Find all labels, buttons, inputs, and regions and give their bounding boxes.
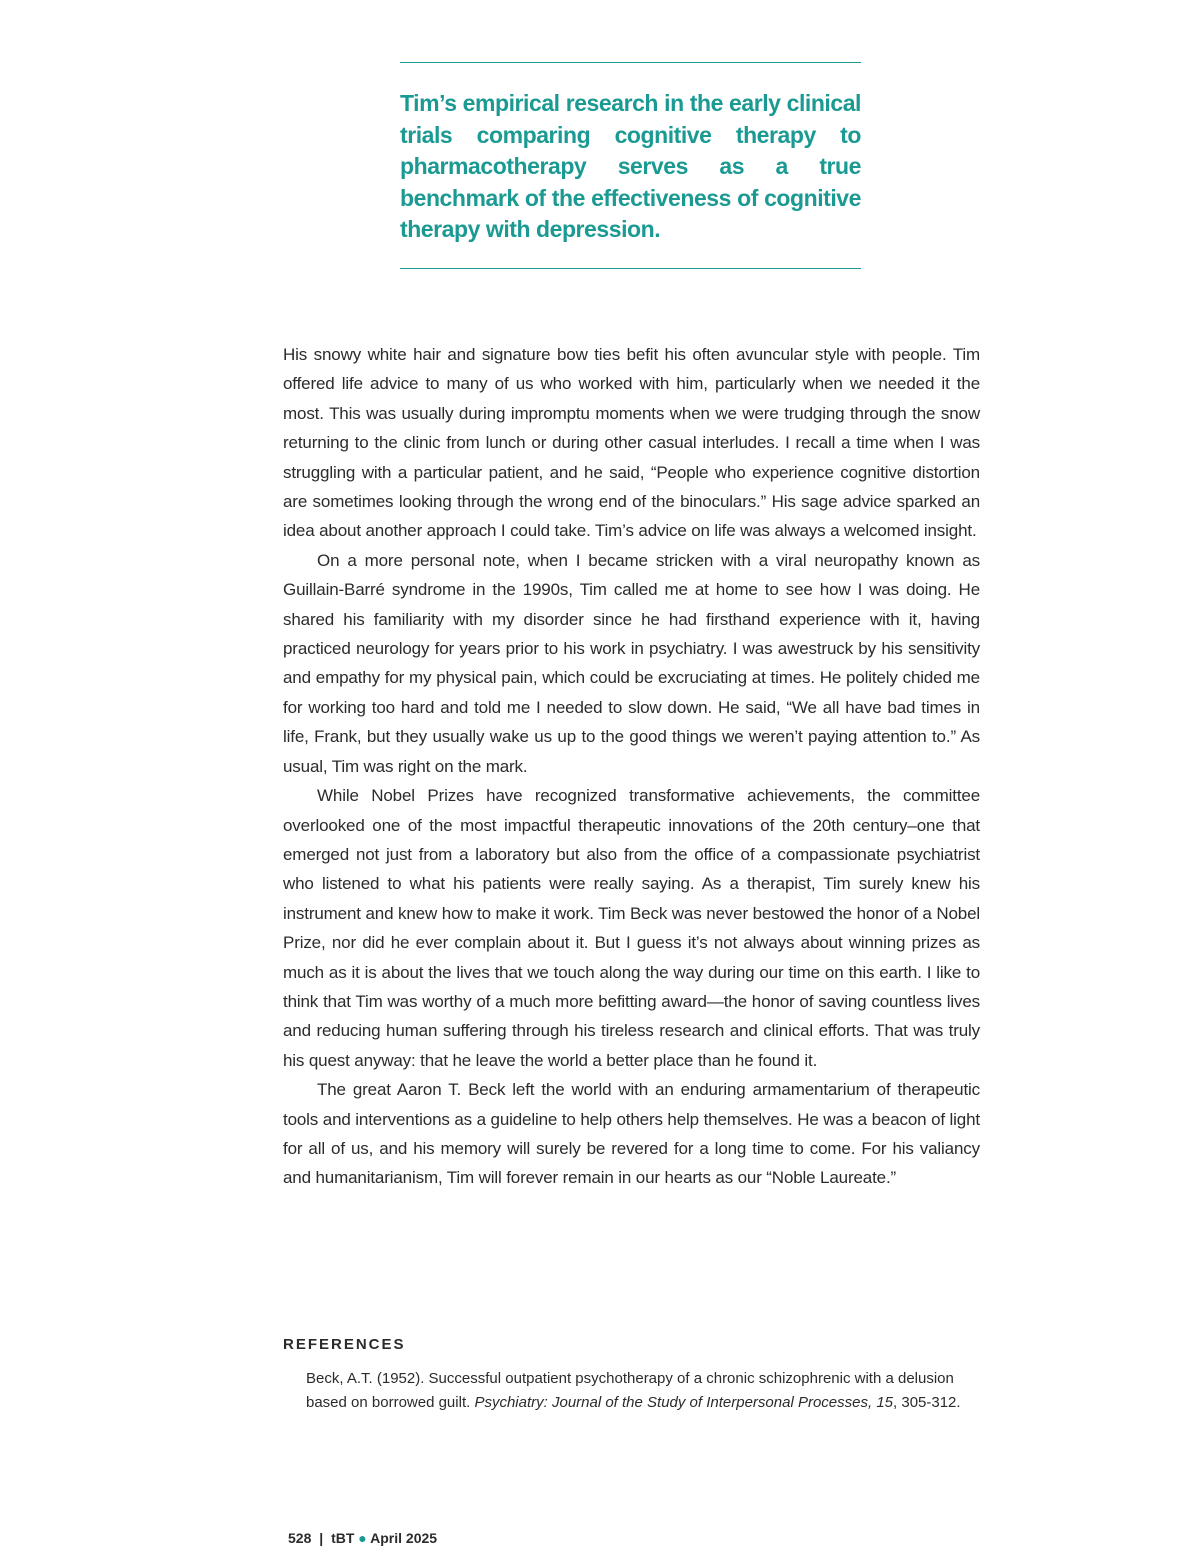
- reference-item: [306, 1367, 966, 1415]
- footer-separator: |: [319, 1530, 324, 1546]
- reference-text: Beck, A.T. (1952). Successful outpatient psychotherapy of a chronic schizophrenic with a delusion based on borrowed guilt.: [306, 1370, 954, 1411]
- reference-journal: Psychiatry: Journal of the Study of Interpersonal Processes, 15: [474, 1394, 894, 1411]
- references-heading: REFERENCES: [283, 1336, 406, 1353]
- paragraph: His snowy white hair and signature bow ties befit his often avuncular style with people. Tim offered life advice to many of us who worked with him, particularly when we needed it the most. This was usually during impromptu moments when we were trudging through the snow returning to the clinic from lunch or during other casual interludes. I recall a time when I was struggling with a particular patient, and he said, “People who experience cognitive distortion are sometimes looking through the wrong end of the binoculars.” His sage advice sparked an idea about another approach I could take. Tim’s advice on life was always a welcomed insight.: [283, 345, 980, 541]
- paragraph: The great Aaron T. Beck left the world with an enduring armamentarium of therapeutic tools and interventions as a guideline to help others help themselves. He was a beacon of light for all of us, and his memory will surely be revered for a long time to come. For his valiancy and humanitarianism, Tim will forever remain in our hearts as our “Noble Laureate.”: [283, 1080, 980, 1188]
- journal-name: tBT: [331, 1530, 355, 1546]
- pull-quote-text: Tim’s empirical research in the early clinical trials comparing cognitive therapy to pharmacotherapy serves as a true benchmark of the effectiveness of cognitive therapy with depression.: [400, 90, 861, 242]
- bullet-dot-icon: ●: [358, 1530, 367, 1546]
- article-body: [283, 340, 980, 1193]
- paragraph: While Nobel Prizes have recognized transformative achievements, the committee overlooked one of the most impactful therapeutic innovations of the 20th century–one that emerged not just from a laboratory but also from the office of a compassionate psychiatrist who listened to what his patients were really saying. As a therapist, Tim surely knew his instrument and knew how to make it work. Tim Beck was never bestowed the honor of a Nobel Prize, nor did he ever complain about it. But I guess it’s not always about winning prizes as much as it is about the lives that we touch along the way during our time on this earth. I like to think that Tim was worthy of a much more befitting award—the honor of saving countless lives and reducing human suffering through his tireless research and clinical efforts. That was truly his quest anyway: that he leave the world a better place than he found it.: [283, 786, 980, 1070]
- page-footer: [288, 1530, 437, 1546]
- pull-quote: [400, 62, 861, 269]
- paragraph: On a more personal note, when I became stricken with a viral neuropathy known as Guillain-Barré syndrome in the 1990s, Tim called me at home to see how I was doing. He shared his familiarity with my disorder since he had firsthand experience with it, having practiced neurology for years prior to his work in psychiatry. I was awestruck by his sensitivity and empathy for my physical pain, which could be excruciating at times. He politely chided me for working too hard and told me I needed to slow down. He said, “We all have bad times in life, Frank, but they usually wake us up to the good things we weren’t paying attention to.” As usual, Tim was right on the mark.: [283, 550, 980, 776]
- issue-date: April 2025: [370, 1530, 438, 1546]
- page-number: 528: [288, 1530, 312, 1546]
- reference-pages: , 305-312.: [893, 1394, 961, 1411]
